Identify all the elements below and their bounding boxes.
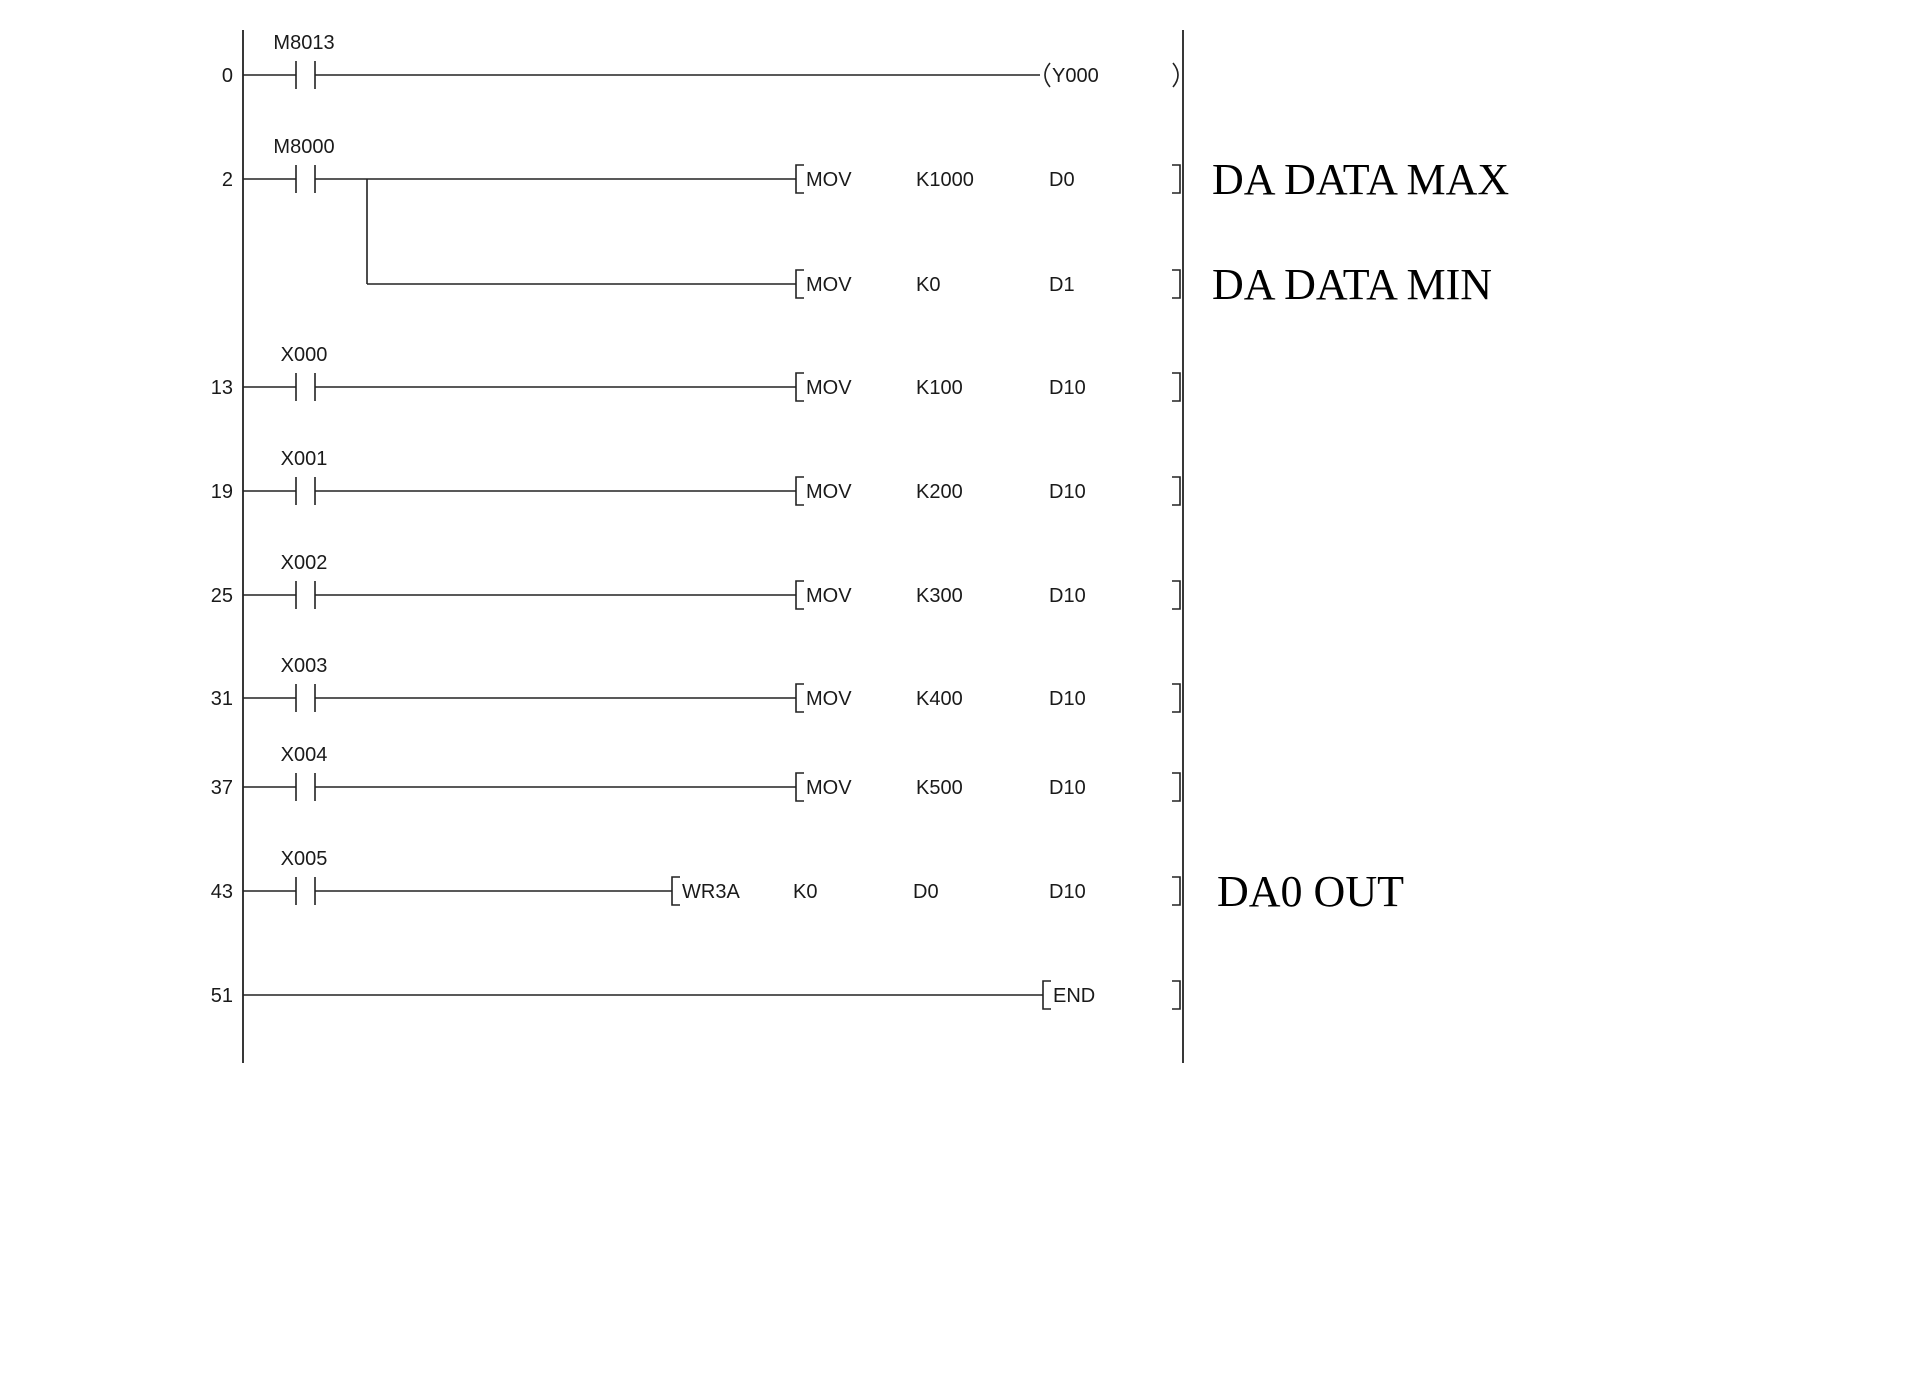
- instruction-right-bracket: [1172, 981, 1180, 1009]
- output-arg: D10: [1049, 585, 1086, 607]
- instruction-right-bracket: [1172, 877, 1180, 905]
- output-arg: WR3A: [682, 881, 740, 903]
- instruction-right-bracket: [1172, 581, 1180, 609]
- rung-51: [211, 981, 1180, 1009]
- step-number: 43: [210, 881, 233, 903]
- rung-comment: DA DATA MAX: [1212, 155, 1510, 204]
- output-arg: MOV: [806, 777, 852, 799]
- instruction-left-bracket: [796, 581, 804, 609]
- output-arg: K100: [916, 377, 963, 399]
- output-arg: END: [1053, 985, 1096, 1007]
- rung-31: [211, 655, 1180, 712]
- instruction-left-bracket: [796, 773, 804, 801]
- output-arg: K400: [916, 688, 963, 710]
- output-arg: K200: [916, 481, 963, 503]
- output-arg: D10: [1049, 377, 1086, 399]
- step-number: 31: [210, 688, 233, 710]
- step-number: 13: [210, 377, 233, 399]
- output-arg: MOV: [806, 585, 852, 607]
- output-arg: MOV: [806, 377, 852, 399]
- step-number: 0: [221, 65, 233, 87]
- instruction-left-bracket: [796, 165, 804, 193]
- contact-label: X003: [280, 655, 328, 677]
- instruction-right-bracket: [1172, 773, 1180, 801]
- output-arg: D0: [913, 881, 939, 903]
- contact-label: X005: [280, 848, 328, 870]
- step-number: 51: [210, 985, 233, 1007]
- instruction-left-bracket: [672, 877, 680, 905]
- output-arg: D10: [1049, 777, 1086, 799]
- output-arg: MOV: [806, 169, 852, 191]
- output-arg: Y000: [1052, 65, 1099, 87]
- instruction-left-bracket: [796, 270, 804, 298]
- rung-comment: DA DATA MIN: [1212, 260, 1493, 309]
- instruction-right-bracket: [1172, 165, 1180, 193]
- output-arg: MOV: [806, 688, 852, 710]
- output-arg: D1: [1049, 274, 1075, 296]
- output-arg: K1000: [916, 169, 974, 191]
- contact-label: M8000: [273, 136, 335, 158]
- output-arg: D10: [1049, 481, 1086, 503]
- rung-13: [211, 344, 1180, 401]
- instruction-right-bracket: [1172, 373, 1180, 401]
- output-arg: K0: [916, 274, 941, 296]
- rung-comment: DA0 OUT: [1217, 867, 1404, 916]
- step-number: 19: [210, 481, 233, 503]
- step-number: 2: [221, 169, 233, 191]
- instruction-right-bracket: [1172, 684, 1180, 712]
- step-number: 37: [210, 777, 233, 799]
- step-number: 25: [210, 585, 233, 607]
- output-arg: D0: [1049, 169, 1075, 191]
- contact-label: X000: [280, 344, 328, 366]
- rung-37: [211, 744, 1180, 801]
- output-arg: D10: [1049, 881, 1086, 903]
- rung-0: [222, 32, 1178, 89]
- output-arg: K500: [916, 777, 963, 799]
- contact-label: X002: [280, 552, 328, 574]
- rung-25: [211, 552, 1180, 609]
- instruction-left-bracket: [796, 373, 804, 401]
- output-arg: K0: [793, 881, 818, 903]
- output-arg: D10: [1049, 688, 1086, 710]
- instruction-left-bracket: [1043, 981, 1051, 1009]
- output-arg: K300: [916, 585, 963, 607]
- output-arg: MOV: [806, 274, 852, 296]
- rung-43: [211, 848, 1404, 916]
- instruction-left-bracket: [796, 684, 804, 712]
- output-arg: MOV: [806, 481, 852, 503]
- instruction-left-bracket: [796, 477, 804, 505]
- contact-label: X004: [280, 744, 328, 766]
- rung-19: [211, 448, 1180, 505]
- contact-label: M8013: [273, 32, 335, 54]
- instruction-right-bracket: [1172, 270, 1180, 298]
- instruction-right-bracket: [1172, 477, 1180, 505]
- coil-left-paren: [1045, 63, 1050, 87]
- contact-label: X001: [280, 448, 328, 470]
- coil-right-paren: [1173, 63, 1178, 87]
- rung-2: [222, 136, 1509, 204]
